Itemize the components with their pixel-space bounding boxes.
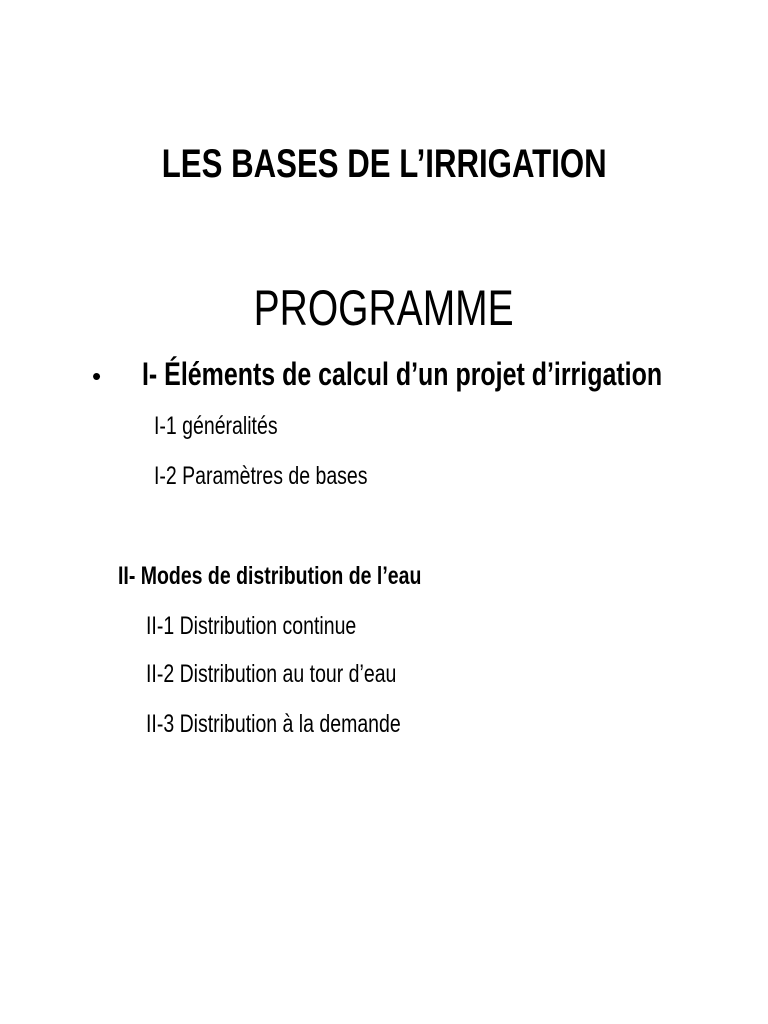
section-2-item-2-text: II-2 Distribution au tour d’eau [146,660,397,688]
section-1-item-2-text: I-2 Paramètres de bases [154,462,368,490]
section-2-heading [118,560,507,592]
bullet-point: • [92,361,102,391]
section-1-item-1 [154,410,312,442]
section-1-item-2 [154,460,428,492]
document-title [0,140,768,188]
section-2-item-3-text: II-3 Distribution à la demande [146,710,401,738]
programme-heading [0,280,768,336]
section-2-item-3 [146,708,473,740]
section-1-heading [142,352,768,396]
section-1-item-1-text: I-1 généralités [154,412,278,440]
document-title-text: LES BASES DE L’IRRIGATION [161,142,607,186]
section-2-item-1-text: II-1 Distribution continue [146,612,357,640]
section-2-item-2 [146,658,467,690]
programme-heading-text: PROGRAMME [253,280,515,336]
section-1-heading-text: I- Éléments de calcul d’un projet d’irrigation [142,356,663,392]
section-2-item-1 [146,610,416,642]
section-2-heading-text: II- Modes de distribution de l’eau [118,562,422,590]
